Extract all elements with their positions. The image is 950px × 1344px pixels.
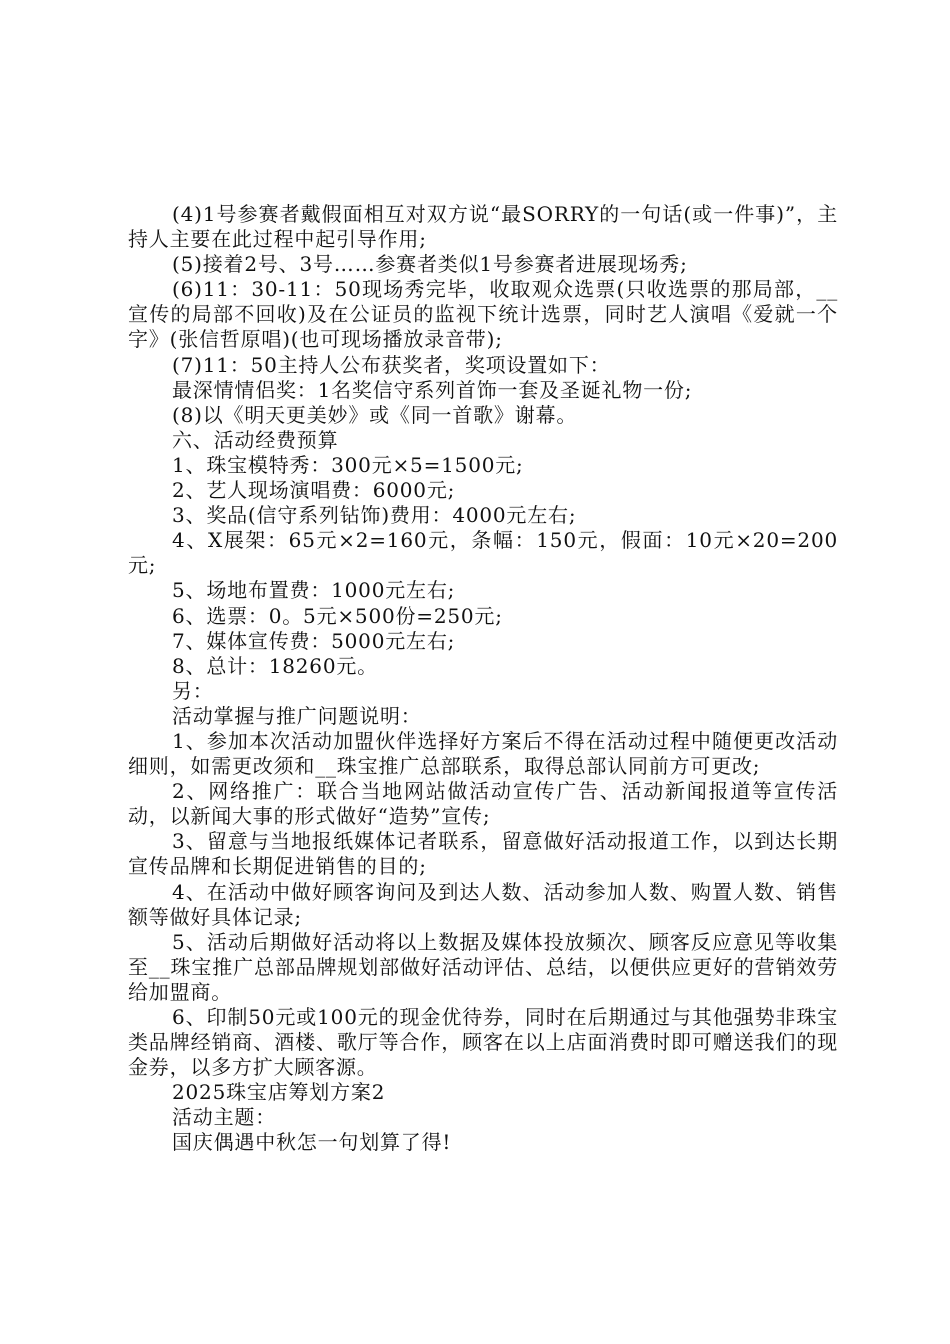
paragraph-closing: (8)以《明天更美妙》或《同一首歌》谢幕。 <box>172 402 578 427</box>
control-item-3: 3、留意与当地报纸媒体记者联系，留意做好活动报道工作，以到达长期宣传品牌和长期促进销售的目的; <box>128 829 838 879</box>
budget-item-ballots: 6、选票：0。5元×500份=250元; <box>172 603 503 628</box>
section-heading-control: 活动掌握与推广问题说明： <box>172 703 422 728</box>
section-heading-budget: 六、活动经费预算 <box>172 427 339 452</box>
activity-theme-text: 国庆偶遇中秋怎一句划算了得! <box>172 1130 452 1155</box>
activity-theme-label: 活动主题： <box>172 1105 276 1130</box>
budget-item-artist-fee: 2、艺人现场演唱费：6000元; <box>172 478 456 503</box>
control-item-5: 5、活动后期做好活动将以上数据及媒体投放频次、顾客反应意见等收集至__珠宝推广总部品牌规划部做好活动评估、总结，以便供应更好的营销效劳给加盟商。 <box>128 929 838 1004</box>
budget-item-venue: 5、场地布置费：1000元左右; <box>172 578 456 603</box>
document-body <box>128 202 838 1156</box>
budget-item-total: 8、总计：18260元。 <box>172 653 378 678</box>
budget-item-model-show: 1、珠宝模特秀：300元×5=1500元; <box>172 452 524 477</box>
paragraph-additional: 另： <box>172 678 214 703</box>
paragraph-award-item: 最深情情侣奖：1名奖信守系列首饰一套及圣诞礼物一份; <box>172 377 693 402</box>
paragraph-contestants-show: (5)接着2号、3号……参赛者类似1号参赛者进展现场秀; <box>172 252 688 277</box>
paragraph-award-announcement: (7)11：50主持人公布获奖者，奖项设置如下： <box>172 352 611 377</box>
budget-item-display: 4、X展架：65元×2=160元，条幅：150元，假面：10元×20=200元; <box>128 528 838 578</box>
control-item-2: 2、网络推广：联合当地网站做活动宣传广告、活动新闻报道等宣传活动，以新闻大事的形式做好“造势”宣传; <box>128 779 838 829</box>
control-item-1: 1、参加本次活动加盟伙伴选择好方案后不得在活动过程中随便更改活动细则，如需更改须和__珠宝推广总部联系，取得总部认同前方可更改; <box>128 728 838 779</box>
control-item-4: 4、在活动中做好顾客询问及到达人数、活动参加人数、购置人数、销售额等做好具体记录; <box>128 879 838 929</box>
control-item-6: 6、印制50元或100元的现金优待券，同时在后期通过与其他强势非珠宝类品牌经销商、酒楼、歌厅等合作，顾客在以上店面消费时即可赠送我们的现金券，以多方扩大顾客源。 <box>128 1005 838 1080</box>
paragraph-mask-exchange: (4)1号参赛者戴假面相互对双方说“最SORRY的一句话(或一件事)”，主持人主要在此过程中起引导作用; <box>128 202 838 252</box>
budget-item-prizes: 3、奖品(信守系列钻饰)费用：4000元左右; <box>172 503 577 528</box>
paragraph-vote-collection: (6)11：30-11：50现场秀完毕，收取观众选票(只收选票的那局部，__宣传的局部不回收)及在公证员的监视下统计选票，同时艺人演唱《爱就一个字》(张信哲原唱)(也可现场播放录音带); <box>128 277 838 352</box>
plan-2-title: 2025珠宝店筹划方案2 <box>172 1080 386 1105</box>
budget-item-media: 7、媒体宣传费：5000元左右; <box>172 628 456 653</box>
